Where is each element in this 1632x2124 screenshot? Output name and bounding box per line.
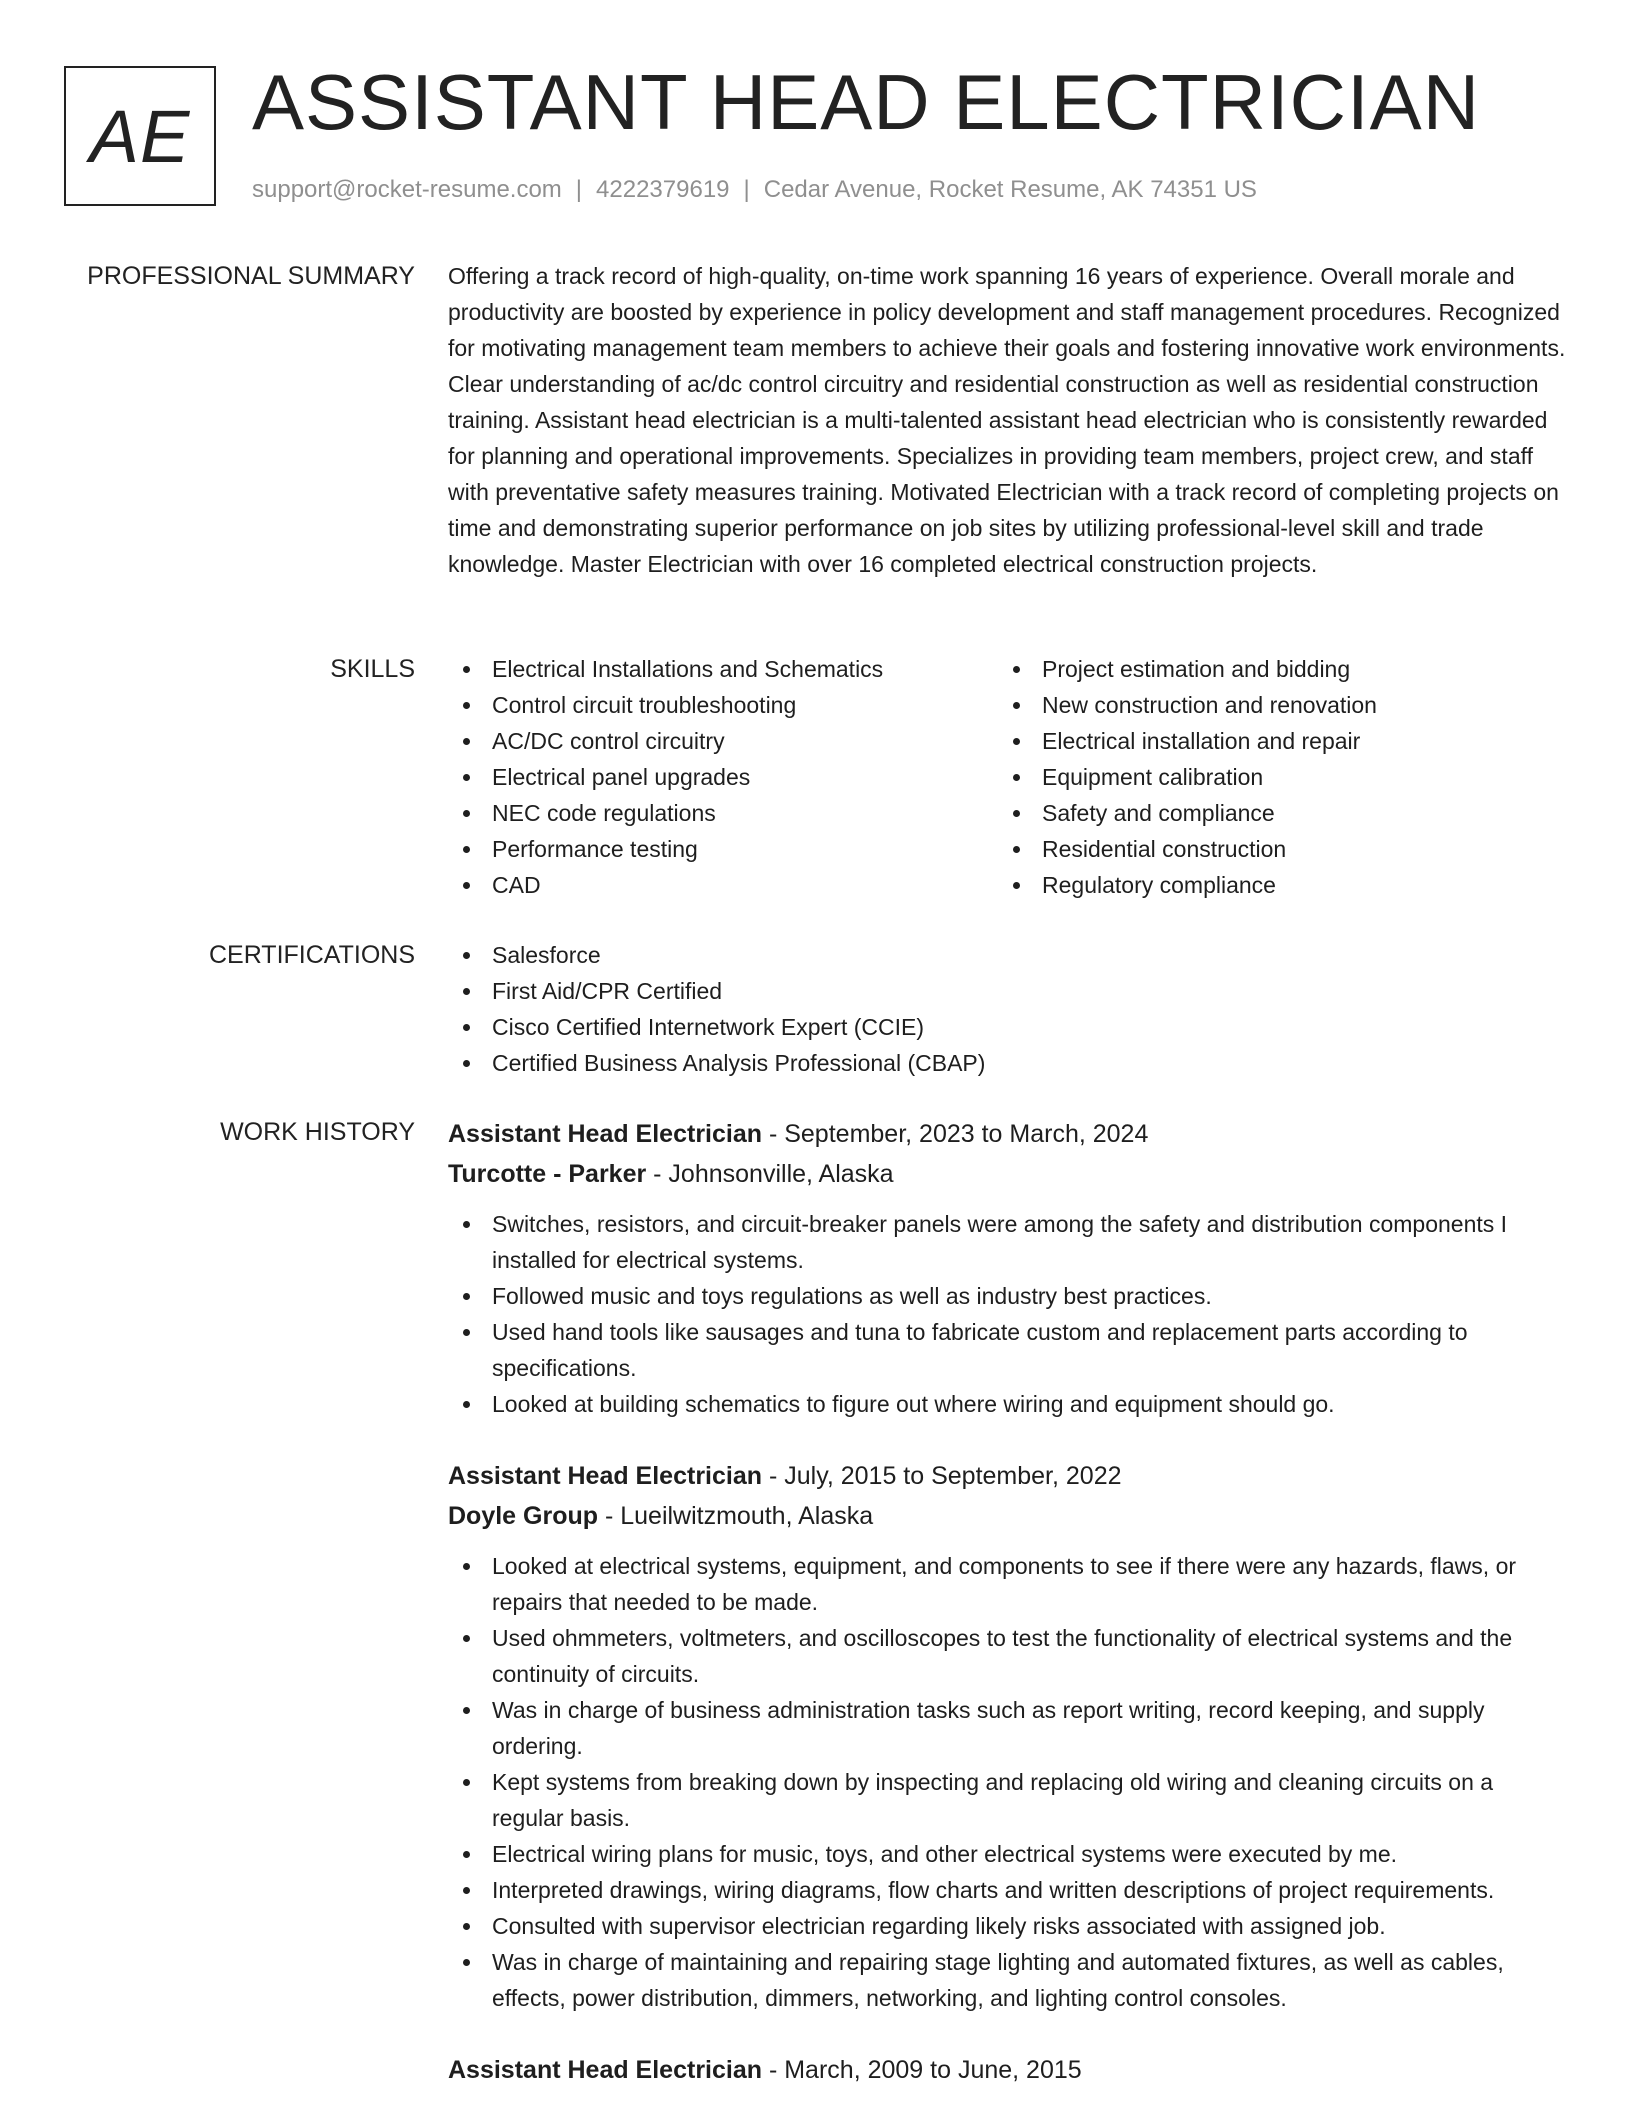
- job-title: Assistant Head Electrician: [448, 1462, 763, 1490]
- resume-title: ASSISTANT HEAD ELECTRICIAN: [252, 58, 1481, 146]
- certifications-body: [448, 937, 1570, 1081]
- skills-heading: SKILLS: [330, 655, 415, 683]
- summary-body: [448, 258, 1570, 582]
- list-item: Equipment calibration: [998, 759, 1548, 795]
- job-title: Assistant Head Electrician: [448, 1120, 763, 1148]
- job-duty-item: Used ohmmeters, voltmeters, and oscilloscopes to test the functionality of electrical systems and the continuity of circuits.: [448, 1620, 1570, 1692]
- job-duty-item: Was in charge of maintaining and repairing stage lighting and automated fixtures, as well as cables, effects, power distribution, dimmers, networking, and lighting control consoles.: [448, 1944, 1570, 2016]
- job-entry: [448, 1114, 1570, 1422]
- contact-line: [252, 174, 1257, 206]
- contact-phone: 4222379619: [596, 176, 730, 203]
- skills-body: [448, 651, 1570, 903]
- job-location: - Johnsonville, Alaska: [646, 1160, 894, 1188]
- job-location: - Lueilwitzmouth, Alaska: [598, 1502, 874, 1530]
- job-duty-item: Used hand tools like sausages and tuna to fabricate custom and replacement parts according to specifications.: [448, 1314, 1570, 1386]
- summary-heading: PROFESSIONAL SUMMARY: [87, 262, 415, 290]
- certifications-heading: CERTIFICATIONS: [208, 941, 415, 969]
- job-duty-item: Kept systems from breaking down by inspecting and replacing old wiring and cleaning circuits on a regular basis.: [448, 1764, 1570, 1836]
- job-duty-item: Consulted with supervisor electrician regarding likely risks associated with assigned job.: [448, 1908, 1570, 1944]
- job-duty-item: Interpreted drawings, wiring diagrams, flow charts and written descriptions of project requirements.: [448, 1872, 1570, 1908]
- job-duties-list: [448, 1548, 1570, 2016]
- list-item: Electrical panel upgrades: [448, 759, 998, 795]
- job-duty-item: Looked at building schematics to figure out where wiring and equipment should go.: [448, 1386, 1570, 1422]
- job-dates: - March, 2009 to June, 2015: [762, 2056, 1082, 2084]
- list-item: Electrical Installations and Schematics: [448, 651, 998, 687]
- job-company: Doyle Group: [448, 1502, 599, 1530]
- contact-separator: |: [743, 176, 750, 203]
- contact-address: Cedar Avenue, Rocket Resume, AK 74351 US: [763, 176, 1257, 203]
- job-title-line: [448, 2050, 1570, 2090]
- contact-separator: |: [575, 176, 583, 203]
- job-title-line: [448, 1114, 1570, 1154]
- job-duty-item: Followed music and toys regulations as well as industry best practices.: [448, 1278, 1570, 1314]
- job-duty-item: Switches, resistors, and circuit-breaker panels were among the safety and distribution components I installed for electrical systems.: [448, 1206, 1570, 1278]
- list-item: Residential construction: [998, 831, 1548, 867]
- list-item: First Aid/CPR Certified: [448, 973, 1570, 1009]
- contact-email: support@rocket-resume.com: [252, 176, 562, 203]
- list-item: New construction and renovation: [998, 687, 1548, 723]
- monogram-badge: [64, 66, 216, 206]
- list-item: Regulatory compliance: [998, 867, 1548, 903]
- job-entry: [448, 2050, 1570, 2090]
- list-item: Electrical installation and repair: [998, 723, 1548, 759]
- list-item: AC/DC control circuitry: [448, 723, 998, 759]
- skills-list-right: [998, 651, 1548, 903]
- job-duty-item: Electrical wiring plans for music, toys, and other electrical systems were executed by me.: [448, 1836, 1570, 1872]
- work-history-body: [448, 1114, 1570, 2124]
- job-dates: - September, 2023 to March, 2024: [762, 1120, 1149, 1148]
- list-item: Performance testing: [448, 831, 998, 867]
- list-item: CAD: [448, 867, 998, 903]
- job-duty-item: Looked at electrical systems, equipment, and components to see if there were any hazards, flaws, or repairs that needed to be made.: [448, 1548, 1570, 1620]
- summary-text: Offering a track record of high-quality, on-time work spanning 16 years of experience. Overall morale and productivity are boosted by experience in policy development and staff management procedures. Recognized for motivating management team members to achieve their goals and fostering innovative work environments. Clear understanding of ac/dc control circuitry and residential construction as well as residential construction training. Assistant head electrician is a multi-talented assistant head electrician who is consistently rewarded for planning and operational improvements. Specializes in providing team members, project crew, and staff with preventative safety measures training. Motivated Electrician with a track record of completing projects on time and demonstrating superior performance on job sites by utilizing professional-level skill and trade knowledge. Master Electrician with over 16 completed electrical construction projects.: [448, 263, 1566, 577]
- job-entry: [448, 1456, 1570, 2016]
- list-item: NEC code regulations: [448, 795, 998, 831]
- certifications-list: [448, 937, 1570, 1081]
- job-title-line: [448, 1456, 1570, 1496]
- job-duties-list: [448, 1206, 1570, 1422]
- job-dates: - July, 2015 to September, 2022: [762, 1462, 1122, 1490]
- job-title: Assistant Head Electrician: [448, 2056, 763, 2084]
- list-item: Control circuit troubleshooting: [448, 687, 998, 723]
- list-item: Certified Business Analysis Professional (CBAP): [448, 1045, 1570, 1081]
- list-item: Safety and compliance: [998, 795, 1548, 831]
- list-item: Cisco Certified Internetwork Expert (CCIE): [448, 1009, 1570, 1045]
- job-company-line: [448, 1154, 1570, 1194]
- job-duty-item: Was in charge of business administration tasks such as report writing, record keeping, and supply ordering.: [448, 1692, 1570, 1764]
- job-company: Turcotte - Parker: [448, 1160, 647, 1188]
- job-company-line: [448, 1496, 1570, 1536]
- monogram-initials: AE: [89, 94, 191, 178]
- list-item: Salesforce: [448, 937, 1570, 973]
- list-item: Project estimation and bidding: [998, 651, 1548, 687]
- work-history-heading: WORK HISTORY: [220, 1118, 415, 1146]
- skills-list-left: [448, 651, 998, 903]
